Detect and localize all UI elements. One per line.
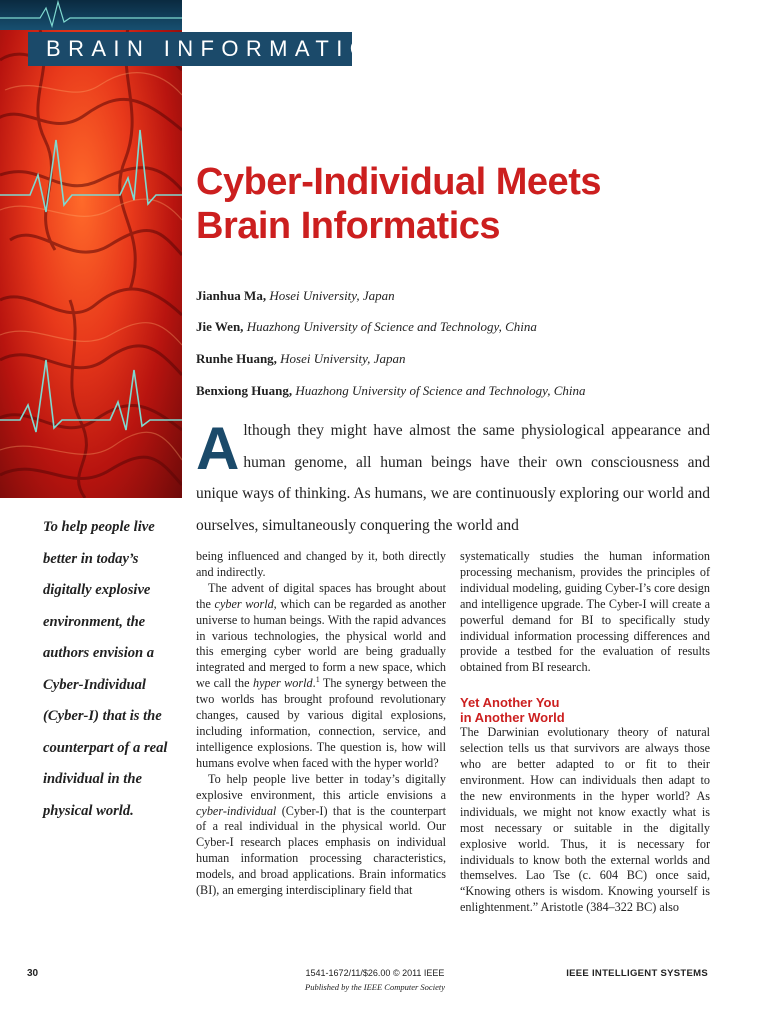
body-text: To help people live better in today’s digitally explosive environment, this article envisions a [196,771,446,802]
author-affiliation: Hosei University, Japan [280,351,406,366]
body-paragraph [196,581,446,772]
brain-cover-image [0,0,182,498]
author-line [196,288,395,304]
body-paragraph [196,549,446,581]
section-banner [28,32,396,66]
body-text: The Darwinian evolutionary theory of natural selection tells us that survivors are always those who are better adapted to or fit to their environment. How can individuals then adapt to the new environments in the hyper world? As individuals, we might not know exactly what is most necessary or suitable in the digitally explosive world. Thus, it is necessary for individuals to know both the external worlds and themselves. Lao Tse (c. 604 BC) once said, “Knowing others is wisdom. Knowing yourself is enlightenment.” Aristotle (384–322 BC) also [460,725,710,915]
section-heading [460,695,710,725]
lead-text: lthough they might have almost the same physiological appearance and human genome, all human beings have their own consciousness and unique ways of thinking. As humans, we are continuously exploring our world and ourselves, simultaneously conquering the world and [196,422,710,534]
body-column-1 [196,549,446,899]
author-name: Jianhua Ma, [196,288,267,303]
publisher-line: Published by the IEEE Computer Society [305,982,445,992]
body-text: , which can be regarded as another universe to human beings. With the rapid advances in various technologies, the physical world and this emerging cyber world are being gradually integrated and merged to form a new space, which we call the [196,596,447,691]
issn-line: 1541-1672/11/$26.00 © 2011 IEEE [305,968,445,978]
emphasis-term: hyper world [253,676,313,691]
brain-illustration [0,0,182,498]
section-heading-line-1: Yet Another You [460,695,560,711]
section-banner-label: BRAIN INFORMATICS [46,36,396,61]
magazine-name: IEEE INTELLIGENT SYSTEMS [566,968,708,979]
cover-top-strip [0,0,182,30]
article-title [196,160,736,248]
author-line [196,351,405,367]
body-paragraph [196,772,446,899]
body-text: systematically studies the human information processing mechanism, provides the principles of individual modeling, guiding Cyber-I’s core design and intelligence upgrade. The Cyber-I will create a powerful demand for BI to specifically study individual information processing differences and provide a testbed for the evaluation of results obtained from BI research. [460,549,710,675]
body-text: (Cyber-I) that is the counterpart of a real individual in the physical world. Our Cyber-I research places emphasis on individual human information processing characteristics, models, and broad applications. Brain informatics (BI), an emerging interdisciplinary field that [196,803,446,898]
body-text: The advent of digital spaces has brought about the [196,580,446,611]
body-text: The synergy between the two worlds has brought profound revolutionary changes, caused by various digital explosions, including information, connection, service, and intelligence explosions. The question is, how will humans evolve when faced with the hyper world? [196,676,446,770]
emphasis-term: cyber world [214,596,274,611]
page-number: 30 [27,968,39,979]
body-paragraph [460,549,710,676]
author-name: Runhe Huang, [196,351,277,366]
author-line [196,383,586,399]
section-heading-line-2: in Another World [460,710,565,726]
author-affiliation: Huazhong University of Science and Technology, China [295,383,586,398]
body-text: being influenced and changed by it, both directly and indirectly. [196,549,446,579]
author-name: Benxiong Huang, [196,383,293,398]
lead-paragraph [196,415,710,541]
drop-cap: A [196,415,240,482]
article-title-line-1: Cyber-Individual Meets [196,161,601,203]
reference-marker[interactable]: 1 [315,675,320,685]
body-column-2 [460,549,710,916]
pull-quote: To help people live better in today’s digitally explosive environment, the authors envision a Cyber-Individual (Cyber-I) that is the counterpart of a real individual in the physical world. [43,519,168,819]
author-affiliation: Huazhong University of Science and Technology, China [246,319,537,334]
body-paragraph [460,725,710,916]
author-name: Jie Wen, [196,319,244,334]
article-title-line-2: Brain Informatics [196,205,501,247]
author-line [196,319,537,335]
body-text: . [312,676,316,691]
author-affiliation: Hosei University, Japan [269,288,395,303]
emphasis-term: cyber-individual [196,803,277,818]
